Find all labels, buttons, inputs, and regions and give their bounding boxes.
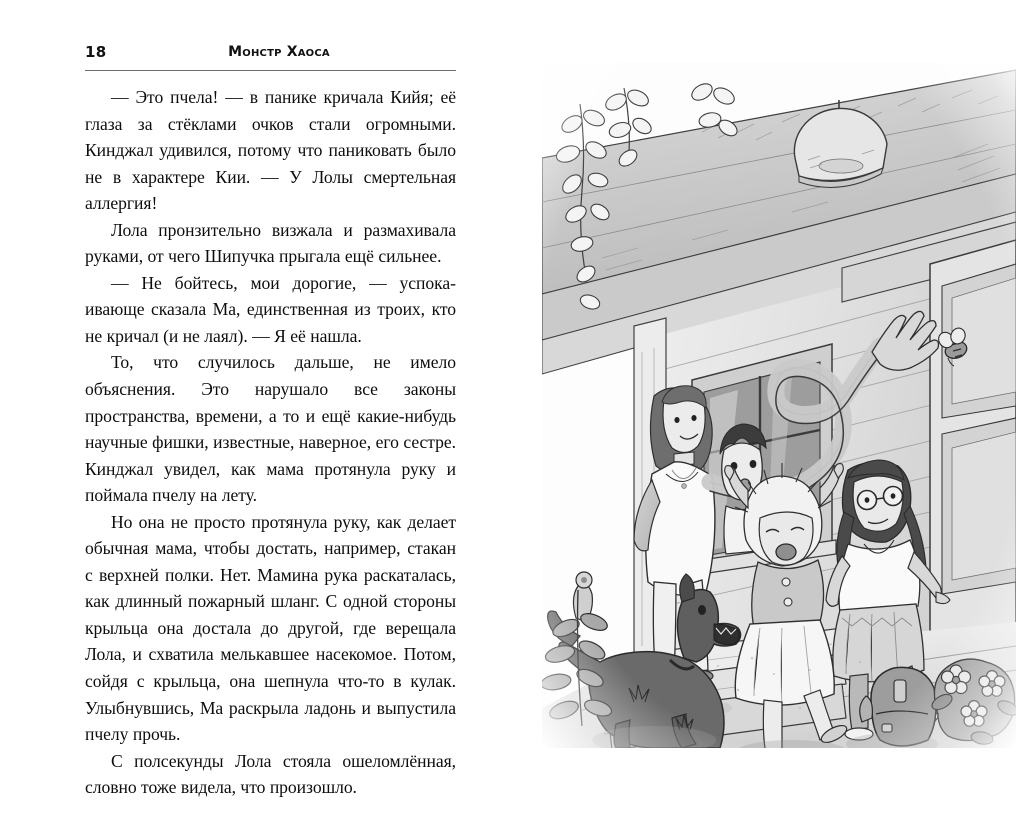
paragraph: Лола пронзительно визжала и размахивала руками, от чего Шипучка прыгала ещё сильнее. [85, 219, 456, 267]
body-text-column [85, 84, 456, 801]
paragraph: То, что случилось дальше, не имело объяснения. Это нарушало все законы пространства, времени, а то и ещё какие-нибудь научные фишки, известные, наверное, его сестре. Кинджал увидел, как мама протянула руку и поймала пчелу на лету. [85, 352, 456, 506]
header-rule [85, 70, 456, 71]
running-title: Монстр Хаоса [228, 44, 330, 60]
running-head [85, 42, 455, 66]
paragraph: — Это пчела! — в панике кричала Кийя; её глаза за стёклами очков стали огромными. Кинджал удивился, потому что паниковать было не в характере Кии. — У Лолы смертельная аллергия! [85, 87, 456, 214]
paragraph: С полсекунды Лола стояла ошеломлённая, словно тоже видела, что произошло. [85, 750, 456, 798]
paragraph: Но она не просто протянула руку, как делает обычная мама, чтобы достать, например, стакан с верхней полки. Нет. Мамина рука раскаталась, как длинный пожарный шланг. С одной стороны крыльца она достала до другой, где верещала Лола, и схватила мелькавшее насекомое. Потом, сойдя с крыльца, она шепнула что-то в кулак. Улыбнувшись, Ма раскрыла ладонь и выпустила пчелу прочь. [85, 511, 456, 745]
page-number: 18 [85, 43, 107, 61]
illustration-page [512, 0, 1024, 813]
paragraph: — Не бойтесь, мои дорогие, — успокаивающе сказала Ма, единственная из троих, кто не кричал (и не лаял). — Я её нашла. [85, 272, 456, 346]
porch-scene-illustration [542, 62, 1016, 748]
